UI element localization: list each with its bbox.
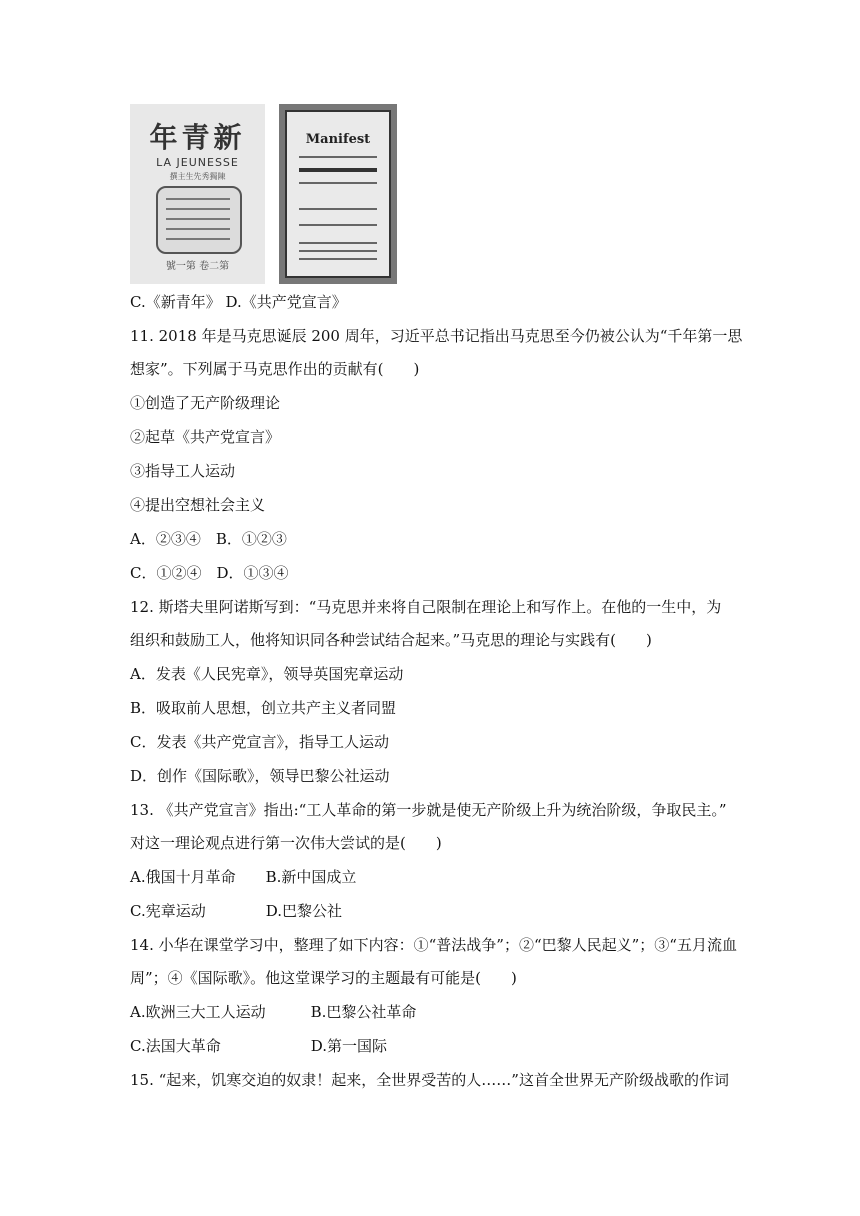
communist-manifesto-cover-image bbox=[279, 104, 397, 284]
q11-line2: 想家”。下列属于马克思作出的贡献有( ) bbox=[130, 360, 420, 378]
q12-option-c: C．发表《共产党宣言》，指导工人运动 bbox=[130, 733, 389, 751]
cover-frame bbox=[156, 186, 242, 254]
q14-line2: 周”；④《国际歌》。他这堂课学习的主题最有可能是( ) bbox=[130, 969, 517, 987]
q11-line1: 11. 2018 年是马克思诞辰 200 周年，习近平总书记指出马克思至今仍被公认为“千年第一思 bbox=[130, 327, 743, 345]
q14-line1: 14. 小华在课堂学习中，整理了如下内容：①“普法战争”；②“巴黎人民起义”；③“五月流血 bbox=[130, 936, 737, 954]
q13-options-cd: C.宪章运动 D.巴黎公社 bbox=[130, 902, 342, 920]
q11-item: ④提出空想社会主义 bbox=[130, 496, 266, 514]
cover-small-text: 撰主生先秀獨陳 bbox=[169, 172, 226, 181]
q14-options-ab: A.欧洲三大工人运动 B.巴黎公社革命 bbox=[130, 1003, 417, 1021]
q15-line1: 15. “起来，饥寒交迫的奴隶！起来，全世界受苦的人……”这首全世界无产阶级战歌的作词 bbox=[130, 1071, 729, 1089]
q11-options-ab: A．②③④ B．①②③ bbox=[130, 530, 287, 548]
q11-options-cd: C．①②④ D．①③④ bbox=[130, 564, 289, 582]
q11-item: ②起草《共产党宣言》 bbox=[130, 428, 281, 446]
q12-option-b: B．吸取前人思想，创立共产主义者同盟 bbox=[130, 699, 397, 717]
q13-line1: 13. 《共产党宣言》指出:“工人革命的第一步就是使无产阶级上升为统治阶级，争取民主。” bbox=[130, 801, 727, 819]
q11-item: ①创造了无产阶级理论 bbox=[130, 394, 281, 412]
q11-item: ③指导工人运动 bbox=[130, 462, 236, 480]
q13-options-ab: A.俄国十月革命 B.新中国成立 bbox=[130, 868, 357, 886]
q14-options-cd: C.法国大革命 D.第一国际 bbox=[130, 1037, 387, 1055]
q13-line2: 对这一理论观点进行第一次伟大尝试的是( ) bbox=[130, 834, 442, 852]
q12-line2: 组织和鼓励工人，他将知识同各种尝试结合起来。”马克思的理论与实践有( ) bbox=[130, 631, 652, 649]
cover-footer: 號一第 卷二第 bbox=[165, 261, 230, 272]
q10-options: C.《新青年》 D.《共产党宣言》 bbox=[130, 293, 347, 311]
manifesto-title: Manifest bbox=[305, 132, 371, 147]
new-youth-cover-image bbox=[130, 104, 265, 284]
q12-option-d: D．创作《国际歌》，领导巴黎公社运动 bbox=[130, 767, 390, 785]
q12-line1: 12. 斯塔夫里阿诺斯写到：“马克思并来将自己限制在理论上和写作上。在他的一生中，为 bbox=[130, 598, 722, 616]
q12-option-a: A．发表《人民宪章》，领导英国宪章运动 bbox=[130, 665, 404, 683]
cover-subtitle: LA JEUNESSE bbox=[156, 156, 239, 169]
cover-title: 年青新 bbox=[149, 121, 246, 154]
